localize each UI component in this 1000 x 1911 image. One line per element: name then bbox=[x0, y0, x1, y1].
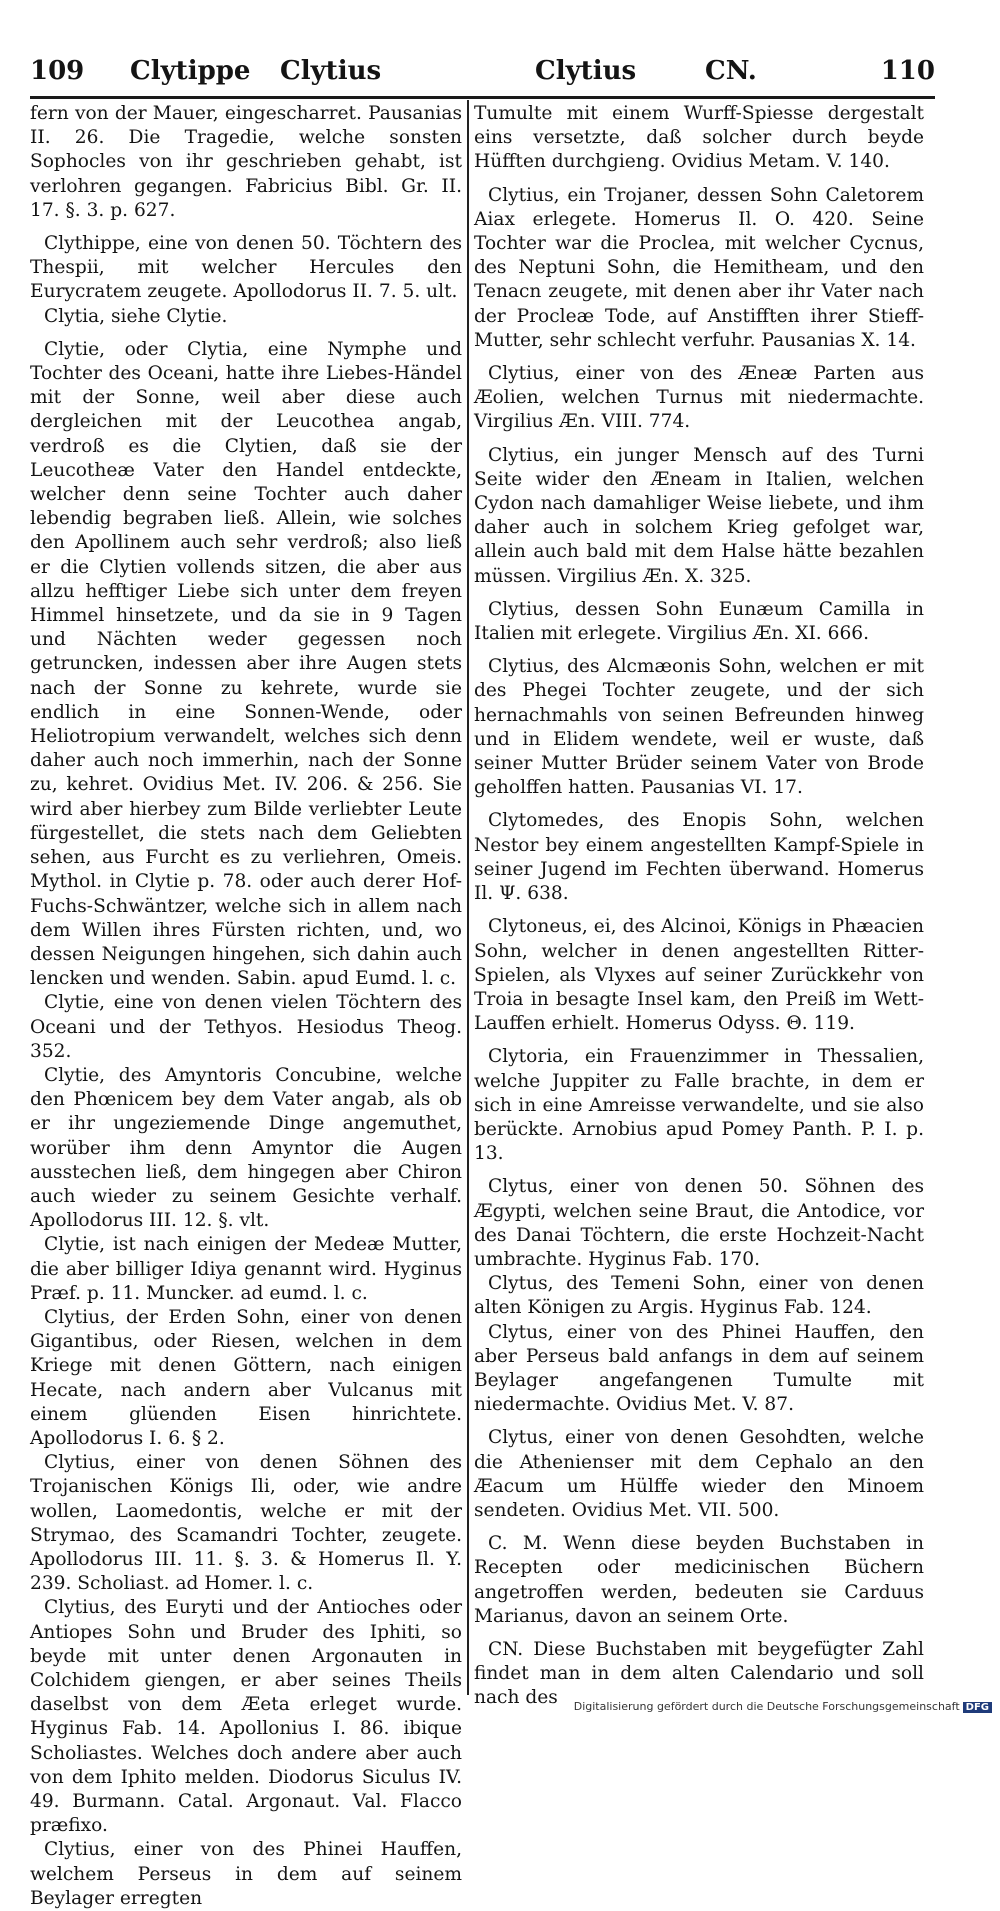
entry-paragraph: Clytius, des Alcmæonis Sohn, welchen er mit des Phegei Tochter zeugete, und der sich hernachmahls von seinen Befreunden hinweg und in Elidem wendete, weil er wuste, daß seiner Mutter Brüder seinem Vater von Brode geholffen hatten. Pausanias VI. 17. bbox=[474, 656, 924, 799]
entry-paragraph: Clytius, einer von des Æneæ Parten aus Æolien, welchen Turnus mit niedermachte. Virgilius Æn. VIII. 774. bbox=[474, 363, 924, 433]
header-catchword-right-1: Clytius bbox=[535, 56, 637, 86]
right-column bbox=[474, 102, 924, 1711]
entry-paragraph: Clytomedes, des Enopis Sohn, welchen Nestor bey einem angestellten Kampf-Spiele in seiner Jugend im Fechten überwand. Homerus Il. Ψ. 638. bbox=[474, 810, 924, 905]
entry-paragraph: Clytius, einer von denen Söhnen des Trojanischen Königs Ili, oder, wie andre wollen, Laomedontis, welche er mit der Strymao, des Scamandri Tochter, zeugete. Apollodorus III. 11. §. 3. & Homerus Il. Y. 239. Scholiast. ad Homer. l. c. bbox=[30, 1452, 462, 1595]
page-number-right: 110 bbox=[880, 56, 935, 86]
digitization-footer bbox=[574, 1700, 992, 1713]
entry-paragraph: Clytie, oder Clytia, eine Nymphe und Tochter des Oceani, hatte ihre Liebes-Händel mit der Sonne, weil aber diese auch dergleichen mit der Leucothea angab, verdroß es die Clytien, daß sie der Leucotheæ Vater den Handel entdeckte, welcher denn seine Tochter auch daher lebendig begraben ließ. Allein, wie solches den Apollinem auch sehr verdroß; also ließ er die Clytien vollends sitzen, die aber aus allzu hefftiger Liebe sich unter dem freyen Himmel hinsetzete, und da sie in 9 Tagen und Nächten weder gegessen noch getruncken, indessen aber ihre Augen stets nach der Sonne zu kehrete, wurde sie endlich in eine Sonnen-Wende, oder Heliotropium verwandelt, welches sich denn daher auch noch immerhin, nach der Sonne zu, kehret. Ovidius Met. IV. 206. & 256. Sie wird aber hierbey zum Bilde verliebter Leute fürgestellet, die stets nach dem Geliebten sehen, aus Furcht es zu verliehren, Omeis. Mythol. in Clytie p. 78. oder auch derer Hof-Fuchs-Schwäntzer, welche sich in allem nach dem Willen ihres Fürsten richten, und, wo dessen Neigungen hingehen, sich dahin auch lencken und wenden. Sabin. apud Eumd. l. c. bbox=[30, 338, 462, 990]
entry-paragraph: Clytie, eine von denen vielen Töchtern des Oceani und der Tethyos. Hesiodus Theog. 352. bbox=[30, 992, 462, 1062]
entry-paragraph: CN. Diese Buchstaben mit beygefügter Zahl findet man in dem alten Calendario und soll nach des bbox=[474, 1638, 924, 1709]
column-divider bbox=[467, 100, 469, 1695]
entry-paragraph: Clytoneus, ei, des Alcinoi, Königs in Phæacien Sohn, welcher in denen angestellten Ritter-Spielen, als Vlyxes auf seiner Zurückkehr von Troia in besagte Insel kam, den Preiß im Wett-Lauffen erhielt. Homerus Odyss. Θ. 119. bbox=[474, 916, 924, 1035]
page-number-left: 109 bbox=[30, 56, 85, 86]
entry-paragraph: Clytius, ein junger Mensch auf des Turni Seite wider den Æneam in Italien, welchen Cydon nach damahliger Weise liebete, und ihm daher auch in solchem Krieg gefolget war, allein auch bald mit dem Halse hätte bezahlen müssen. Virgilius Æn. X. 325. bbox=[474, 444, 924, 587]
entry-paragraph: Clytius, des Euryti und der Antioches oder Antiopes Sohn und Bruder des Iphiti, so beyde mit unter denen Argonauten in Colchidem giengen, er aber seines Theils daselbst von dem Æeta erleget wurde. Hyginus Fab. 14. Apollonius I. 86. ibique Scholiastes. Welches doch andere aber auch von dem Iphito melden. Diodorus Siculus IV. 49. Burmann. Catal. Argonaut. Val. Flacco præfixo. bbox=[30, 1597, 462, 1837]
entry-paragraph: Tumulte mit einem Wurff-Spiesse dergestalt eins versetzte, daß solcher durch beyde Hüfften durchgieng. Ovidius Metam. V. 140. bbox=[474, 103, 924, 173]
entry-paragraph: Clytius, ein Trojaner, dessen Sohn Caletorem Aiax erlegete. Homerus Il. O. 420. Seine Tochter war die Proclea, mit welcher Cycnus, des Neptuni Sohn, die Hemitheam, und den Tenacn zeugete, mit denen aber ihr Vater nach der Procleæ Tode, auf Anstifften ihrer Stieff-Mutter, sehr schlecht verfuhr. Pausanias X. 14. bbox=[474, 184, 924, 351]
entry-paragraph: Clytus, einer von des Phinei Hauffen, den aber Perseus bald anfangs in dem auf seinem Beylager angefangenen Tumulte mit niedermachte. Ovidius Met. V. 87. bbox=[474, 1321, 924, 1416]
header-catchword-left-1: Clytippe bbox=[130, 56, 251, 86]
footer-credit-text: Digitalisierung gefördert durch die Deutsche Forschungsgemeinschaft bbox=[573, 1700, 960, 1713]
entry-paragraph: Clytus, des Temeni Sohn, einer von denen alten Königen zu Argis. Hyginus Fab. 124. bbox=[474, 1273, 924, 1319]
header-catchword-right-2: CN. bbox=[705, 56, 757, 86]
entry-paragraph: Clythippe, eine von denen 50. Töchtern des Thespii, mit welcher Hercules den Eurycratem zeugete. Apollodorus II. 7. 5. ult. bbox=[30, 233, 462, 303]
running-header bbox=[30, 56, 935, 96]
entry-paragraph: Clytoria, ein Frauenzimmer in Thessalien, welche Juppiter zu Falle brachte, in dem er sich in eine Amreisse verwandelte, und sie also berückte. Arnobius apud Pomey Panth. P. I. p. 13. bbox=[474, 1046, 924, 1165]
header-catchword-left-2: Clytius bbox=[280, 56, 382, 86]
entry-paragraph: Clytus, einer von denen 50. Söhnen des Ægypti, welchen seine Braut, die Antodice, vor des Danai Töchtern, die erste Hochzeit-Nacht umbrachte. Hyginus Fab. 170. bbox=[474, 1176, 924, 1270]
entry-paragraph: Clytus, einer von denen Gesohdten, welche die Athenienser mit dem Cephalo an den Æacum um Hülffe wieder den Minoem sendeten. Ovidius Met. VII. 500. bbox=[474, 1427, 924, 1521]
header-rule bbox=[30, 96, 935, 99]
entry-paragraph: Clytia, siehe Clytie. bbox=[44, 305, 228, 327]
entry-paragraph: Clytie, ist nach einigen der Medeæ Mutter, die aber billiger Idiya genannt wird. Hyginus Præf. p. 11. Muncker. ad eumd. l. c. bbox=[30, 1234, 462, 1304]
entry-paragraph: Clytius, einer von des Phinei Hauffen, welchem Perseus in dem auf seinem Beylager erregten bbox=[30, 1839, 462, 1909]
entry-paragraph: Clytius, dessen Sohn Eunæum Camilla in Italien mit erlegete. Virgilius Æn. XI. 666. bbox=[474, 598, 924, 645]
entry-paragraph: fern von der Mauer, eingescharret. Pausanias II. 26. Die Tragedie, welche sonsten Sophocles von ihr geschrieben gehabt, ist verlohren gegangen. Fabricius Bibl. Gr. II. 17. §. 3. p. 627. bbox=[30, 103, 462, 221]
entry-paragraph: C. M. Wenn diese beyden Buchstaben in Recepten oder medicinischen Büchern angetroffen werden, bedeuten sie Carduus Marianus, davon an seinem Orte. bbox=[474, 1533, 924, 1627]
entry-paragraph: Clytie, des Amyntoris Concubine, welche den Phœnicem bey dem Vater angab, als ob er ihr ungeziemende Dinge angemuthet, worüber ihm denn Amyntor die Augen ausstechen ließ, dem hingegen aber Chiron auch wieder zu seinem Gesichte verhalf. Apollodorus III. 12. §. vlt. bbox=[30, 1064, 462, 1232]
entry-paragraph: Clytius, der Erden Sohn, einer von denen Gigantibus, oder Riesen, welchen in dem Kriege mit denen Göttern, nach einigen Hecate, nach andern aber Vulcanus mit einem glüenden Eisen hinrichtete. Apollodorus I. 6. § 2. bbox=[30, 1306, 462, 1449]
dfg-logo: DFG bbox=[963, 1702, 992, 1713]
left-column bbox=[30, 102, 462, 1911]
